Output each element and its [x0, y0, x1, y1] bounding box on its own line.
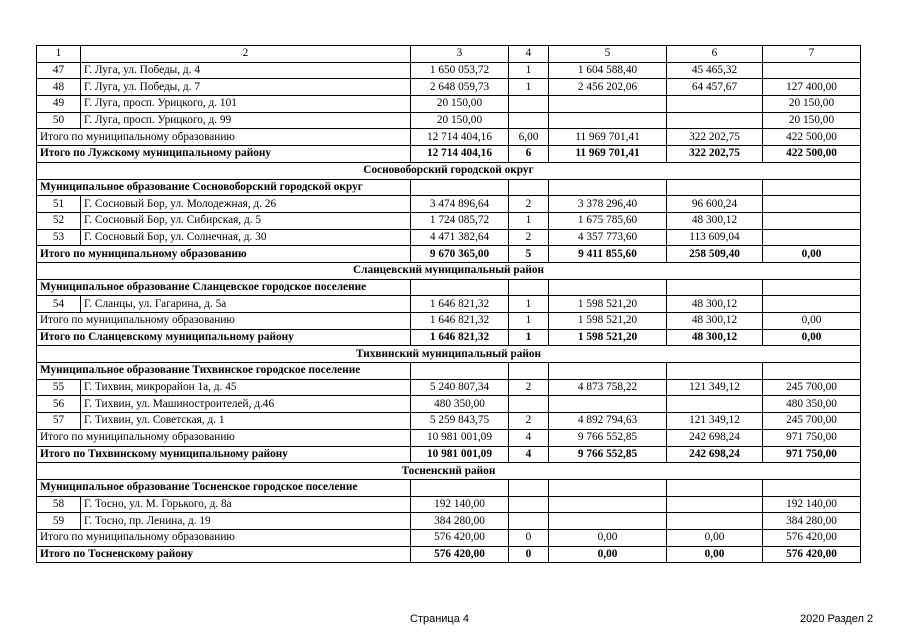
- table-cell: Г. Тосно, пр. Ленина, д. 19: [81, 513, 411, 530]
- table-cell: Итого по муниципальному образованию: [37, 246, 411, 263]
- table-cell: 245 700,00: [763, 413, 861, 430]
- empty-cell: [411, 279, 509, 296]
- total-row: [37, 446, 861, 463]
- table-cell: 48 300,12: [667, 313, 763, 330]
- table-cell: 0,00: [667, 546, 763, 563]
- table-cell: Г. Сосновый Бор, ул. Сибирская, д. 5: [81, 212, 411, 229]
- table-row: [37, 413, 861, 430]
- table-cell: 20 150,00: [763, 96, 861, 113]
- table-cell: 576 420,00: [411, 546, 509, 563]
- empty-cell: [763, 179, 861, 196]
- table-cell: 5: [509, 246, 549, 263]
- table-cell: 384 280,00: [411, 513, 509, 530]
- table-cell: 12 714 404,16: [411, 146, 509, 163]
- table-cell: 971 750,00: [763, 446, 861, 463]
- table-cell: 4 873 758,22: [549, 379, 667, 396]
- table-cell: 0: [509, 546, 549, 563]
- table-cell: 1 646 821,32: [411, 313, 509, 330]
- subtotal-row: [37, 313, 861, 330]
- table-cell: [763, 62, 861, 79]
- table-cell: 11 969 701,41: [549, 146, 667, 163]
- table-cell: Г. Тихвин, микрорайон 1а, д. 45: [81, 379, 411, 396]
- table-cell: [763, 296, 861, 313]
- table-row: [37, 396, 861, 413]
- table-cell: Г. Луга, ул. Победы, д. 7: [81, 79, 411, 96]
- subtotal-row: [37, 529, 861, 546]
- table-cell: 1 604 588,40: [549, 62, 667, 79]
- municipality-row: [37, 363, 861, 380]
- table-cell: 422 500,00: [763, 146, 861, 163]
- table-cell: 48: [37, 79, 81, 96]
- section-heading-row: [37, 346, 861, 363]
- table-cell: 55: [37, 379, 81, 396]
- table-cell: [667, 513, 763, 530]
- table-cell: 4 892 794,63: [549, 413, 667, 430]
- table-row: [37, 96, 861, 113]
- header-cell: 2: [81, 46, 411, 63]
- municipality-row: [37, 279, 861, 296]
- header-cell: 7: [763, 46, 861, 63]
- empty-cell: [411, 179, 509, 196]
- total-row: [37, 146, 861, 163]
- table-cell: 0,00: [667, 529, 763, 546]
- header-row: [37, 46, 861, 63]
- table-cell: 971 750,00: [763, 429, 861, 446]
- table-cell: 11 969 701,41: [549, 129, 667, 146]
- table-cell: 1: [509, 212, 549, 229]
- table-row: [37, 379, 861, 396]
- table-cell: 1 598 521,20: [549, 329, 667, 346]
- table-cell: Итого по Тосненскому району: [37, 546, 411, 563]
- table-cell: Г. Луга, просп. Урицкого, д. 99: [81, 112, 411, 129]
- table-cell: 10 981 001,09: [411, 429, 509, 446]
- table-cell: Итого по муниципальному образованию: [37, 129, 411, 146]
- table-cell: 1 724 085,72: [411, 212, 509, 229]
- empty-cell: [667, 479, 763, 496]
- table-row: [37, 229, 861, 246]
- section-heading: Сланцевский муниципальный район: [37, 262, 861, 279]
- table-cell: 2: [509, 379, 549, 396]
- table-cell: 45 465,32: [667, 62, 763, 79]
- table-cell: 4: [509, 446, 549, 463]
- table-cell: 48 300,12: [667, 329, 763, 346]
- empty-cell: [509, 179, 549, 196]
- table-cell: 2 648 059,73: [411, 79, 509, 96]
- total-row: [37, 329, 861, 346]
- table-cell: 1: [509, 296, 549, 313]
- table-cell: [667, 112, 763, 129]
- section-heading-row: [37, 262, 861, 279]
- municipality-heading: Муниципальное образование Сланцевское городское поселение: [37, 279, 411, 296]
- table-cell: 47: [37, 62, 81, 79]
- table-cell: [763, 196, 861, 213]
- table-cell: 49: [37, 96, 81, 113]
- table-cell: 1: [509, 329, 549, 346]
- table-cell: 1 650 053,72: [411, 62, 509, 79]
- table-cell: 322 202,75: [667, 146, 763, 163]
- table-cell: 480 350,00: [411, 396, 509, 413]
- table-cell: Итого по Сланцевскому муниципальному району: [37, 329, 411, 346]
- subtotal-row: [37, 129, 861, 146]
- table-cell: 12 714 404,16: [411, 129, 509, 146]
- subtotal-row: [37, 429, 861, 446]
- table-cell: Г. Луга, ул. Победы, д. 4: [81, 62, 411, 79]
- table-cell: 5 240 807,34: [411, 379, 509, 396]
- table-cell: Итого по муниципальному образованию: [37, 429, 411, 446]
- table-cell: 0,00: [763, 313, 861, 330]
- empty-cell: [667, 279, 763, 296]
- table-cell: 96 600,24: [667, 196, 763, 213]
- empty-cell: [549, 279, 667, 296]
- table-cell: 4: [509, 429, 549, 446]
- table-cell: 245 700,00: [763, 379, 861, 396]
- table-row: [37, 62, 861, 79]
- table-row: [37, 496, 861, 513]
- table-cell: Г. Луга, просп. Урицкого, д. 101: [81, 96, 411, 113]
- table-cell: Г. Сосновый Бор, ул. Молодежная, д. 26: [81, 196, 411, 213]
- table-cell: 0: [509, 529, 549, 546]
- empty-cell: [763, 479, 861, 496]
- table-cell: 0,00: [763, 329, 861, 346]
- table-cell: 20 150,00: [411, 112, 509, 129]
- table-cell: Итого по Лужскому муниципальному району: [37, 146, 411, 163]
- table-cell: 3 378 296,40: [549, 196, 667, 213]
- table-cell: Итого по муниципальному образованию: [37, 529, 411, 546]
- table-row: [37, 112, 861, 129]
- municipality-heading: Муниципальное образование Тосненское городское поселение: [37, 479, 411, 496]
- table-cell: 9 411 855,60: [549, 246, 667, 263]
- empty-cell: [667, 363, 763, 380]
- table-cell: 51: [37, 196, 81, 213]
- table-cell: 54: [37, 296, 81, 313]
- table-cell: [549, 496, 667, 513]
- table-cell: 1 598 521,20: [549, 313, 667, 330]
- table-cell: 6,00: [509, 129, 549, 146]
- table-cell: 1: [509, 313, 549, 330]
- table-cell: 1: [509, 79, 549, 96]
- table-cell: [549, 112, 667, 129]
- header-cell: 3: [411, 46, 509, 63]
- municipality-row: [37, 179, 861, 196]
- table-cell: 48 300,12: [667, 212, 763, 229]
- table-cell: 322 202,75: [667, 129, 763, 146]
- table-row: [37, 196, 861, 213]
- empty-cell: [549, 179, 667, 196]
- table-cell: [509, 396, 549, 413]
- table-cell: 1 646 821,32: [411, 329, 509, 346]
- section-heading-row: [37, 463, 861, 480]
- municipality-row: [37, 479, 861, 496]
- table-cell: 53: [37, 229, 81, 246]
- table-cell: 384 280,00: [763, 513, 861, 530]
- header-cell: 1: [37, 46, 81, 63]
- empty-cell: [509, 363, 549, 380]
- table-cell: 6: [509, 146, 549, 163]
- section-heading-row: [37, 162, 861, 179]
- header-cell: 5: [549, 46, 667, 63]
- table-cell: Г. Сланцы, ул. Гагарина, д. 5а: [81, 296, 411, 313]
- municipality-heading: Муниципальное образование Тихвинское городское поселение: [37, 363, 411, 380]
- total-row: [37, 546, 861, 563]
- table-cell: [509, 513, 549, 530]
- table-row: [37, 79, 861, 96]
- table-cell: [509, 96, 549, 113]
- table-cell: 20 150,00: [763, 112, 861, 129]
- table-cell: 9 766 552,85: [549, 429, 667, 446]
- table-cell: Г. Тосно, ул. М. Горького, д. 8а: [81, 496, 411, 513]
- total-row: [37, 246, 861, 263]
- table-cell: [509, 112, 549, 129]
- table-cell: 258 509,40: [667, 246, 763, 263]
- table-cell: 9 670 365,00: [411, 246, 509, 263]
- table-cell: 50: [37, 112, 81, 129]
- header-cell: 4: [509, 46, 549, 63]
- table-cell: [667, 96, 763, 113]
- table-cell: 242 698,24: [667, 429, 763, 446]
- table-cell: 48 300,12: [667, 296, 763, 313]
- table-cell: Г. Тихвин, ул. Машиностроителей, д.46: [81, 396, 411, 413]
- table-cell: 5 259 843,75: [411, 413, 509, 430]
- table-cell: 0,00: [763, 246, 861, 263]
- table-cell: 58: [37, 496, 81, 513]
- header-cell: 6: [667, 46, 763, 63]
- table-cell: 56: [37, 396, 81, 413]
- table-cell: 64 457,67: [667, 79, 763, 96]
- table-cell: 1 598 521,20: [549, 296, 667, 313]
- table-cell: 121 349,12: [667, 413, 763, 430]
- table-cell: 0,00: [549, 546, 667, 563]
- table-cell: 576 420,00: [763, 546, 861, 563]
- table-cell: 480 350,00: [763, 396, 861, 413]
- table-cell: 2: [509, 229, 549, 246]
- empty-cell: [763, 363, 861, 380]
- table-cell: 2: [509, 413, 549, 430]
- table-cell: 242 698,24: [667, 446, 763, 463]
- table-cell: 127 400,00: [763, 79, 861, 96]
- table-cell: 192 140,00: [763, 496, 861, 513]
- table-cell: [667, 496, 763, 513]
- table-cell: Итого по Тихвинскому муниципальному району: [37, 446, 411, 463]
- table-cell: 3 474 896,64: [411, 196, 509, 213]
- table-cell: 20 150,00: [411, 96, 509, 113]
- empty-cell: [411, 363, 509, 380]
- table-row: [37, 296, 861, 313]
- table-cell: [549, 513, 667, 530]
- table-cell: 10 981 001,09: [411, 446, 509, 463]
- table-cell: 576 420,00: [411, 529, 509, 546]
- table-cell: 0,00: [549, 529, 667, 546]
- table-cell: [549, 396, 667, 413]
- section-heading: Тосненский район: [37, 463, 861, 480]
- section-heading: Тихвинский муниципальный район: [37, 346, 861, 363]
- section-label: 2020 Раздел 2: [800, 613, 874, 625]
- table-cell: 2 456 202,06: [549, 79, 667, 96]
- table-cell: [763, 212, 861, 229]
- table-cell: 2: [509, 196, 549, 213]
- table-row: [37, 513, 861, 530]
- empty-cell: [549, 363, 667, 380]
- table-cell: 9 766 552,85: [549, 446, 667, 463]
- table-cell: 1 646 821,32: [411, 296, 509, 313]
- empty-cell: [549, 479, 667, 496]
- table-cell: 57: [37, 413, 81, 430]
- municipality-heading: Муниципальное образование Сосновоборский городской округ: [37, 179, 411, 196]
- table-cell: 192 140,00: [411, 496, 509, 513]
- table-cell: Г. Сосновый Бор, ул. Солнечная, д. 30: [81, 229, 411, 246]
- table-row: [37, 212, 861, 229]
- page-number: Страница 4: [410, 613, 470, 625]
- document-table: [36, 45, 861, 563]
- table-cell: 1: [509, 62, 549, 79]
- table-cell: 4 471 382,64: [411, 229, 509, 246]
- table-cell: 1 675 785,60: [549, 212, 667, 229]
- table-cell: 59: [37, 513, 81, 530]
- table-cell: [763, 229, 861, 246]
- table-cell: 121 349,12: [667, 379, 763, 396]
- empty-cell: [509, 479, 549, 496]
- table-cell: 422 500,00: [763, 129, 861, 146]
- table-cell: [549, 96, 667, 113]
- empty-cell: [411, 479, 509, 496]
- table-cell: 52: [37, 212, 81, 229]
- empty-cell: [763, 279, 861, 296]
- empty-cell: [509, 279, 549, 296]
- table-cell: [509, 496, 549, 513]
- table-cell: [667, 396, 763, 413]
- table-cell: 4 357 773,60: [549, 229, 667, 246]
- empty-cell: [667, 179, 763, 196]
- table-cell: 113 609,04: [667, 229, 763, 246]
- table-cell: Г. Тихвин, ул. Советская, д. 1: [81, 413, 411, 430]
- table-cell: Итого по муниципальному образованию: [37, 313, 411, 330]
- section-heading: Сосновоборский городской округ: [37, 162, 861, 179]
- table-cell: 576 420,00: [763, 529, 861, 546]
